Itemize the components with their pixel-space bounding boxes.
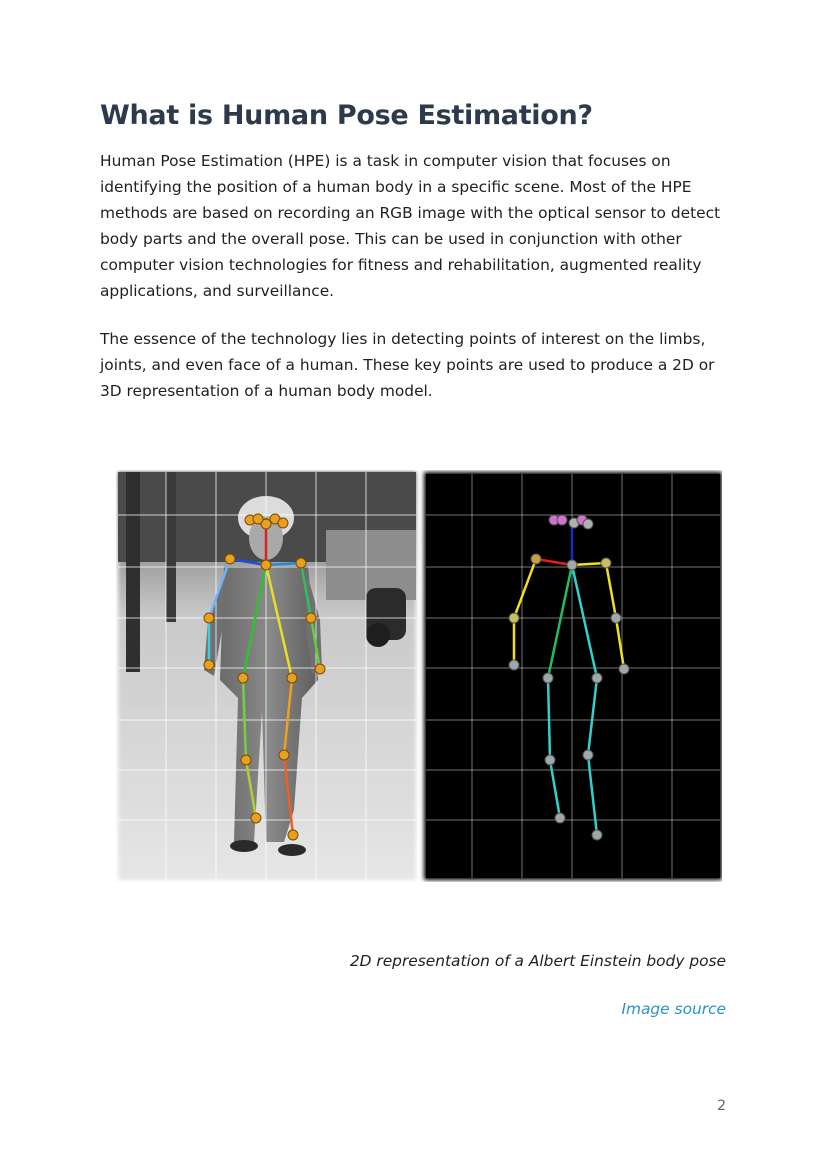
pose-estimation-figure: [116, 470, 722, 882]
page-number: 2: [717, 1098, 726, 1114]
page-title: What is Human Pose Estimation?: [100, 100, 593, 131]
intro-paragraph: Human Pose Estimation (HPE) is a task in computer vision that focuses on identifying the position of a human body in a specific scene. Most of the HPE methods are based on recording an RGB image with the optical sensor to detect body parts and the overall pose. This can be used in conjunction with other computer vision technologies for fitness and rehabilitation, augmented reality applications, and surveillance.: [100, 152, 721, 300]
image-source-link[interactable]: Image source: [621, 1000, 726, 1018]
skeleton-panel: [424, 472, 722, 880]
figure-caption: 2D representation of a Albert Einstein body pose: [349, 952, 726, 970]
photo-panel: [118, 472, 416, 880]
keypoints-paragraph: The essence of the technology lies in detecting points of interest on the limbs, joints, and even face of a human. These key points are used to produce a 2D or 3D representation of a human body model.: [100, 330, 715, 400]
